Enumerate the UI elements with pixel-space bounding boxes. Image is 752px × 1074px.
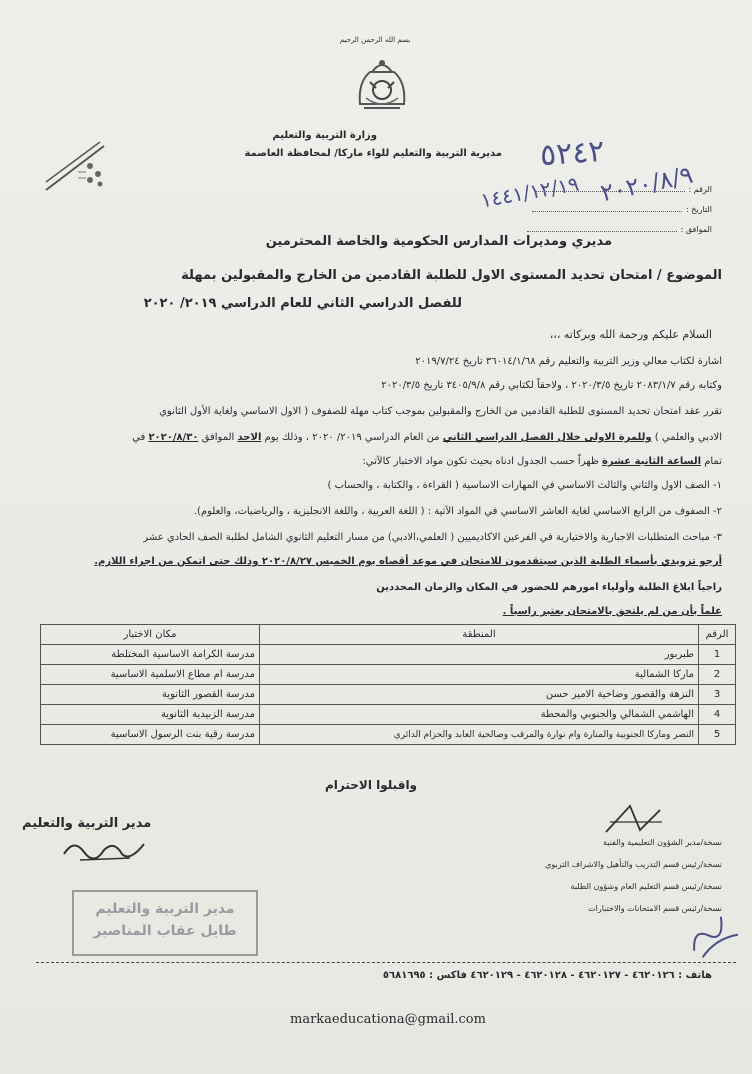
corresponding-label: الموافق : [680,225,712,234]
row-place: مدرسة رقية بنت الرسول الاساسية [41,725,260,745]
ministry-name: وزارة التربية والتعليم [272,130,377,141]
table-row [41,645,736,665]
header-region: المنطقة [260,625,699,645]
stamp-line-2: طايل عقاب المناصير [93,923,237,939]
copy-item: نسخة/رئيس قسم الامتحانات والاختبارات [588,904,722,913]
header-num: الرقم [699,625,736,645]
row-region: النزهة والقصور وضاحية الامير حسن [260,685,699,705]
handwritten-reference-number: ٥٢٤٢ [538,133,606,174]
stamp-line-1: مدير التربية والتعليم [95,901,235,917]
table-row [41,665,736,685]
copy-item: نسخة/رئيس قسم التدريب والتأهيل والاشراف التربوي [545,860,722,869]
exam-date: ٢٠٢٠/٨/٣٠ [148,432,199,443]
notify-paragraph: راجياً ابلاغ الطلبة وأولياء امورهم للحضور في المكان والزمان المحددين [376,582,722,593]
director-title: مدير التربية والتعليم [22,816,152,831]
reference-paragraph-1: اشارة لكتاب معالي وزير التربية والتعليم رقم ٣٦٠١٤/١/٦٨ تاريخ ٢٠١٩/٧/٢٤ [415,356,722,367]
copy-item: نسخة/رئيس قسم التعليم العام وشؤون الطلبة [570,882,722,891]
row-place: مدرسة الزبيدية الثانوية [41,705,260,725]
subject-line-1: الموضوع / امتحان تحديد المستوى الاول للطلبة القادمين من الخارج والمقبولين بمهلة [181,268,722,283]
subject-item-1: ١- الصف الاول والثاني والثالث الاساسي في المهارات الاساسية ( القراءة ، والكتابة ، والحساب ) [327,480,722,491]
row-place: مدرسة القصور الثانوية [41,685,260,705]
reference-paragraph-2: وكتابه رقم ٢٠٨٣/١/٧ تاريخ ٢٠٢٠/٣/٥ ، ولاحقاً لكتابي رقم ٣٤٠٥/٩/٨ تاريخ ٢٠٢٠/٣/٥ [381,380,722,391]
row-place: مدرسة ام مطاع الاسلمية الاساسية [41,665,260,685]
table-row [41,705,736,725]
exam-date-paragraph [22,428,722,447]
directorate-logo-icon [42,140,108,196]
row-num: 2 [699,665,736,685]
table-header-row [41,625,736,645]
handwritten-date: ٢٠٢٠/٨/٩ [598,160,696,208]
footer-email: markaeducationa@gmail.com [290,1012,486,1027]
footer-phone: هاتف : ٤٦٢٠١٢٦ - ٤٦٢٠١٢٧ - ٤٦٢٠١٢٨ - ٤٦٢٠١٢٩ فاكس : ٥٦٨١٦٩٥ [382,970,712,981]
row-region: النصر وماركا الجنوبية والمنارة وام نوارة والمرقب وصالحية العابد والحزام الدائري [260,725,699,745]
text-span: ظهراً حسب الجدول ادناه بحيث تكون مواد الاختبار كالآتي: [362,456,602,467]
directorate-name: مديرية التربية والتعليم للواء ماركا/ لمحافظة العاصمة [244,148,502,159]
header-place: مكان الاختبار [41,625,260,645]
closing-respects: واقبلوا الاحترام [325,778,418,792]
row-region: ماركا الشمالية [260,665,699,685]
jordan-emblem-icon [350,54,414,118]
row-num: 3 [699,685,736,705]
subject-item-2: ٢- الصفوف من الرابع الاساسي لغاية العاشر الاساسي في المواد الآتية : ( اللغة العربية ، واللغة الانجليزية ، والرياضيات، والعلوم). [193,506,722,517]
footer-divider [36,962,736,963]
row-num: 1 [699,645,736,665]
text-span: الموافق [198,432,238,443]
names-request-paragraph: أرجو تزويدي بأسماء الطلبة الذين سيتقدمون للامتحان في موعد أقصاه يوم الخميس ٢٠٢٠/٨/٢٧ وذلك حتى اتمكن من اجراء اللازم. [94,556,722,567]
decision-paragraph: تقرر عقد امتحان تحديد المستوى للطلبة القادمين من الخارج والمقبولين بموجب كتاب مهلة للصفوف ( الاول الاساسي ولغاية الأول الثانوي [159,406,722,417]
row-num: 4 [699,705,736,725]
text-span: تمام [701,456,722,467]
row-region: الهاشمي الشمالي والجنوبي والمحطة [260,705,699,725]
text-span: الادبي والعلمي ) [651,432,722,443]
exam-time: الساعة الثانية عشرة [601,456,702,467]
row-num: 5 [699,725,736,745]
subject-item-3: ٣- مباحث المتطلبات الاجبارية والاختيارية في الفرعين الاكاديميين ( العلمي،الادبي) من مسار التعليم الثانوي الشامل لطلبة الصف الحادي عشر [143,532,722,543]
exam-day: الاحد [237,432,262,443]
greeting: السلام عليكم ورحمة الله وبركاته ،،، [549,328,712,341]
table-row [41,685,736,705]
date-label: التاريخ : [685,205,712,214]
basmala: بسم الله الرحمن الرحيم [339,36,411,44]
exam-time-paragraph [22,452,722,471]
stamp-text [80,898,250,942]
handwritten-hijri-date: ١٤٤١/١٢/١٩ [478,171,581,213]
number-label: الرقم : [688,185,712,194]
absence-note: علماً بأن من لم يلتحق بالامتحان يعتبر راسباً . [502,606,722,617]
text-span: من العام الدراسي ٢٠١٩/ ٢٠٢٠ ، وذلك يوم [261,432,443,443]
subject-line-2: للفصل الدراسي الثاني للعام الدراسي ٢٠١٩/ ٢٠٢٠ [143,296,462,311]
text-span: في [132,432,149,443]
row-place: مدرسة الكرامة الاساسية المختلطة [41,645,260,665]
copy-item: نسخة/مدير الشؤون التعليمية والفنية [603,838,722,847]
row-region: طبربور [260,645,699,665]
exam-locations-table [40,624,736,745]
signature-icon [60,834,150,864]
table-row [41,725,736,745]
semester-emphasis: وللمرة الاولى خلال الفصل الدراسي الثاني [442,432,652,443]
addressee: مديري ومديرات المدارس الحكومية والخاصة المحترمين [265,234,612,249]
